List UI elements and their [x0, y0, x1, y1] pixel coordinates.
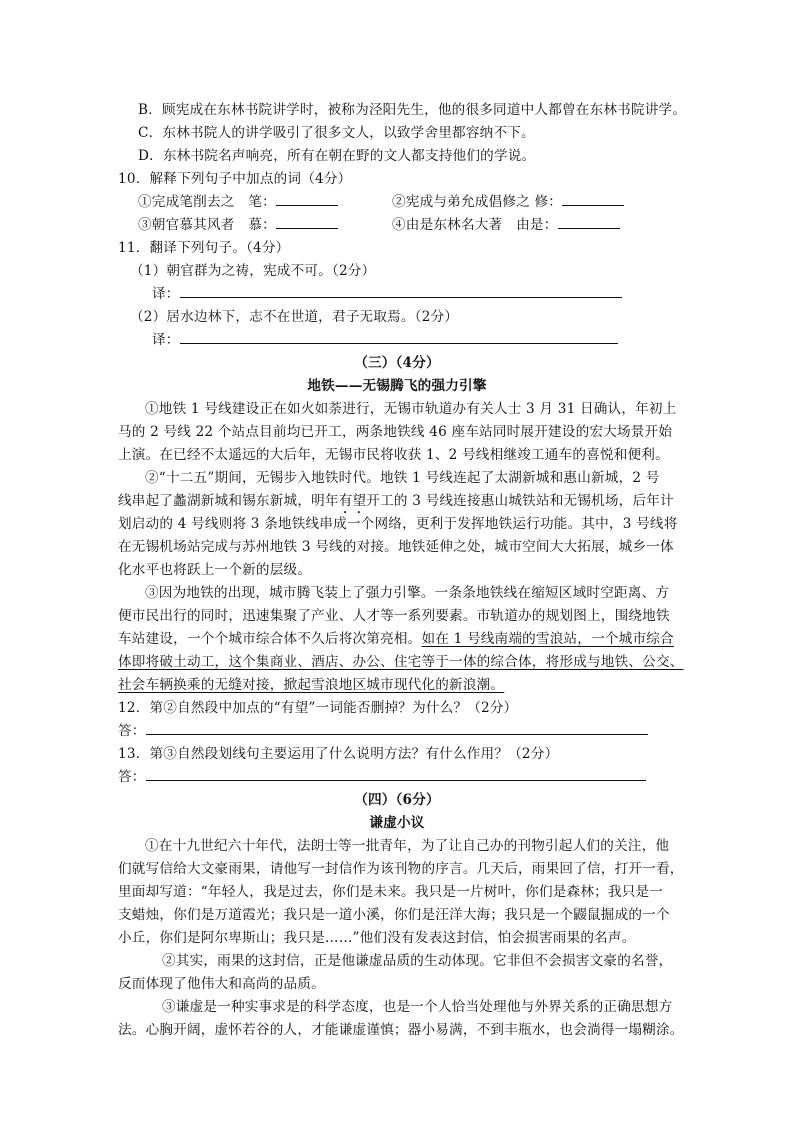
underlined-sentence-part-1: 如在 1 号线南端的雪浪站，一个城市综合 — [421, 631, 674, 647]
s4-p3-line-1: ③谦虚是一种实事求是的科学态度，也是一个人恰当处理他与外界关系的正确思想方 — [162, 999, 673, 1015]
q10-item-2 — [392, 192, 624, 212]
section4-title: 谦虚小议 — [369, 815, 425, 831]
underlined-sentence-part-2: 体即将破土动工，这个集商业、酒店、办公、住宅等于一体的综合体，将形成与地铁、公交、 — [118, 654, 684, 670]
s4-p2-line-2: 反而体现了他伟大和高尚的品质。 — [118, 976, 325, 992]
s4-p1-line-4: 支蜡烛，你们是万道霞光；我只是一道小溪，你们是汪洋大海；我只是一个鼹鼠掘成的一个 — [118, 907, 670, 923]
q12-answer — [118, 721, 648, 741]
s3-p3-line-1: ③因为地铁的出现，城市腾飞装上了强力引擎。一条条地铁线在缩短区域时空距离、方 — [145, 585, 670, 601]
q10-item-1-text: ①完成笔削去之 笔： — [138, 194, 276, 210]
s3-p2-line-4: 在无锡机场站完成与苏州地铁 3 号线的对接。地铁延伸之处，城市空间大大拓展，城乡一体 — [118, 539, 674, 555]
s3-p2-line-5: 化水平也将跃上一个新的层级。 — [118, 562, 312, 578]
s4-p1-line-5: 小丘，你们是阿尔卑斯山；我只是……”他们没有发表这封信，怕会损害雨果的名声。 — [118, 930, 636, 946]
s4-p1-line-1: ①在十九世纪六十年代，法朗士等一批青年，为了让自己办的刊物引起人们的关注，他 — [145, 838, 670, 854]
q11-answer-line-1[interactable] — [180, 284, 622, 298]
q12-answer-line[interactable] — [146, 721, 648, 735]
s3-p3-line-2: 便市民出行的同时，迅速集聚了产业、人才等一系列要素。市轨道办的规划图上，围绕地铁 — [118, 608, 670, 624]
q13-answer-label: 答： — [118, 769, 146, 785]
q10-item-2-text: ②宪成与弟允成倡修之 修： — [392, 194, 563, 210]
s3-p3-line-3-plain: 车站建设，一个个城市综合体不久后将次第亮相。 — [118, 631, 422, 647]
q12-stem: 12．第②自然段中加点的“有望”一词能否删掉？为什么？（2分） — [118, 700, 518, 716]
s3-p1-line-3: 上演。在已经不太遥远的大后年，无锡市民将收获 1、2 号线相继竣工通车的喜悦和便利。 — [118, 447, 669, 463]
q10-item-4-text: ④由是东林名大著 由是： — [392, 217, 558, 233]
s3-p1-line-2: 马的 2 号线 22 个站点目前均已开工，两条地铁线 46 座车站同时展开建设的宏大场景开始 — [118, 424, 673, 440]
q13-stem: 13．第③自然段划线句主要运用了什么说明方法？有什么作用？（2分） — [118, 746, 559, 762]
q13-answer — [118, 767, 646, 787]
s3-p2-line-1: ②“十二五”期间，无锡步入地铁时代。地铁 1 号线连起了太湖新城和惠山新城，2 号 — [145, 470, 660, 486]
option-b: B．顾宪成在东林书院讲学时，被称为泾阳先生，他的很多同道中人都曾在东林书院讲学。 — [138, 102, 687, 118]
s3-p2-line-3: 划启动的 4 号线则将 3 条地铁线串成一个网络，更利于发挥地铁运行功能。其中，3 号线将 — [118, 516, 678, 532]
option-c: C．东林书院人的讲学吸引了很多文人，以致学舍里都容纳不下。 — [138, 125, 535, 141]
s3-p1-line-1: ①地铁 1 号线建设正在如火如荼进行，无锡市轨道办有关人士 3 月 31 日确认，年初上 — [145, 401, 677, 417]
dotted-word-youwang: 有望 — [338, 493, 367, 509]
q11-translation-2-label: 译： — [152, 332, 180, 348]
q10-answer-blank-2[interactable] — [562, 192, 624, 206]
q10-stem: 10．解释下列句子中加点的词（4分） — [118, 171, 352, 187]
q11-translation-1 — [152, 284, 622, 304]
q13-answer-line[interactable] — [146, 767, 646, 781]
q11-sentence-1: （1）朝官群为之祷，宪成不可。（2分） — [130, 263, 376, 279]
q10-item-1 — [138, 192, 338, 212]
q11-translation-2 — [152, 330, 618, 350]
section3-title: 地铁——无锡腾飞的强力引擎 — [307, 378, 487, 394]
s4-p1-line-3: 里面却写道：“年轻人，我是过去，你们是未来。我只是一片树叶，你们是森林；我只是一 — [118, 884, 664, 900]
q11-translation-1-label: 译： — [152, 286, 180, 302]
section3-heading: （三）（4分） — [354, 355, 440, 371]
s4-p1-line-2: 们就写信给大文豪雨果，请他写一封信作为该刊物的序言。几天后，雨果回了信，打开一看， — [118, 861, 684, 877]
option-d: D．东林书院名声响亮，所有在朝在野的文人都支持他们的学说。 — [138, 148, 536, 164]
s4-p3-line-2: 法。心胸开阔，虚怀若谷的人，才能谦虚谨慎；器小易满，不到丰瓶水，也会淌得一塌糊涂。 — [118, 1022, 684, 1038]
q10-answer-blank-1[interactable] — [276, 192, 338, 206]
s4-p2-line-1: ②其实，雨果的这封信，正是他谦虚品质的生动体现。它非但不会损害文豪的名誉， — [162, 953, 673, 969]
q11-stem: 11．翻译下列句子。（4分） — [118, 240, 290, 256]
section4-heading: （四）（6分） — [354, 792, 440, 808]
s3-p3-line-3 — [118, 629, 674, 649]
q10-answer-blank-3[interactable] — [276, 215, 338, 229]
q10-item-3-text: ③朝官慕其风者 慕： — [138, 217, 276, 233]
q11-sentence-2: （2）居水边林下，志不在世道，君子无取焉。（2分） — [130, 309, 459, 325]
q11-answer-line-2[interactable] — [180, 330, 618, 344]
s3-p2-line-2-end: 开工的 3 号线连接惠山城铁站和无锡机场，后年计 — [366, 493, 674, 509]
q10-item-3 — [138, 215, 338, 235]
q10-item-4 — [392, 215, 620, 235]
underlined-sentence-part-3: 社会车辆换乘的无缝对接，掀起雪浪地区城市现代化的新浪潮。 — [118, 677, 505, 693]
q12-answer-label: 答： — [118, 723, 146, 739]
q10-answer-blank-4[interactable] — [558, 215, 620, 229]
s3-p2-line-2-start: 线串起了蠡湖新城和锡东新城，明年 — [118, 493, 339, 509]
